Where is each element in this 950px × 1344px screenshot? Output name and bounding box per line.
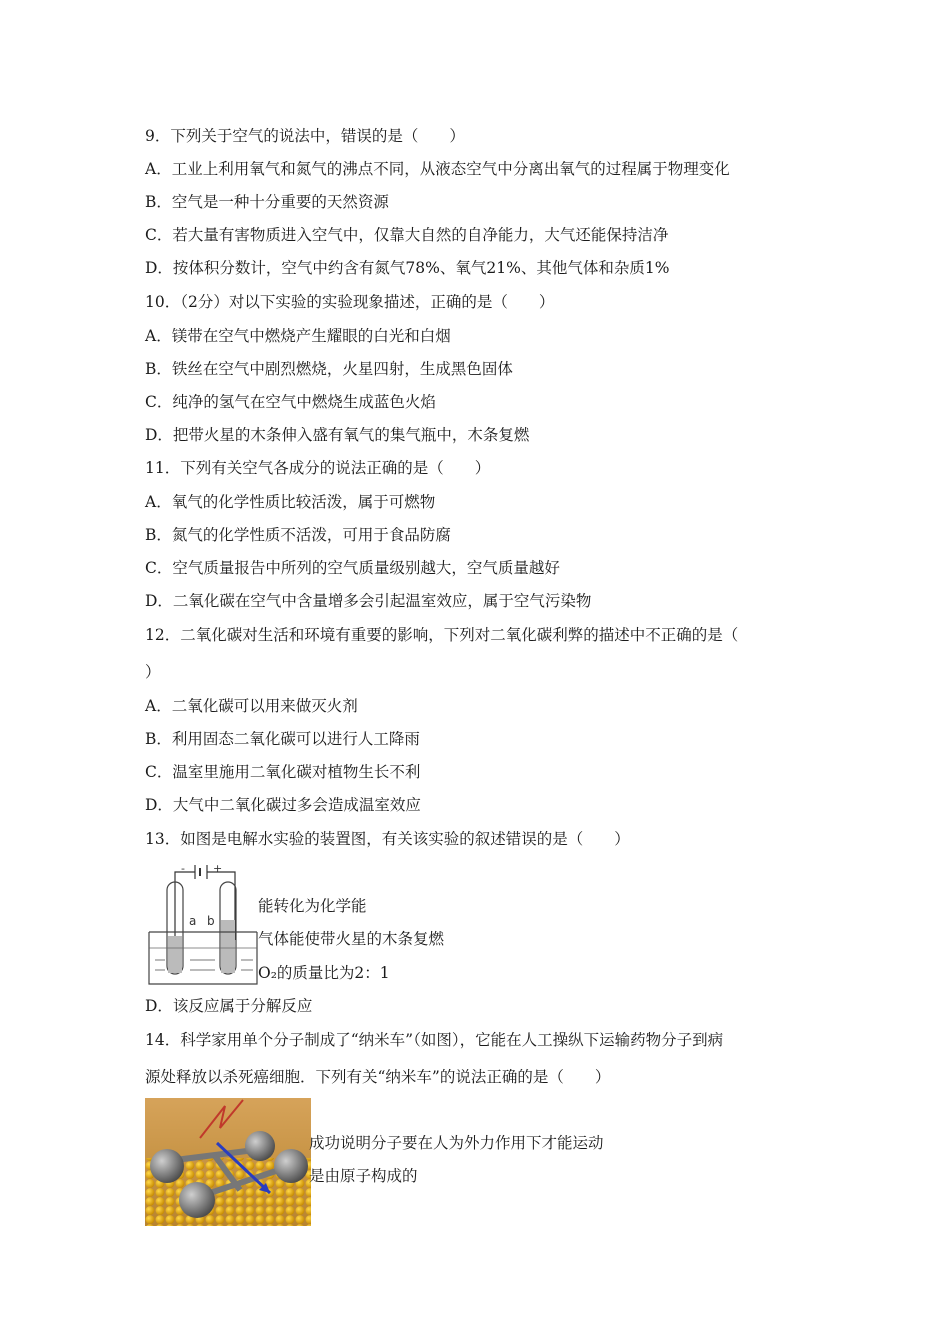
q10-option-d: D．把带火星的木条伸入盛有氧气的集气瓶中，木条复燃 xyxy=(145,426,530,444)
q10-option-c: C．纯净的氢气在空气中燃烧生成蓝色火焰 xyxy=(145,393,436,411)
q9-stem: 9．下列关于空气的说法中，错误的是（ ） xyxy=(145,127,465,145)
battery-plus-label: + xyxy=(213,862,223,875)
q13-option-b-partial: 气体能使带火星的木条复燃 xyxy=(258,930,445,948)
q12-option-c: C．温室里施用二氧化碳对植物生长不利 xyxy=(145,763,421,781)
q11-stem: 11．下列有关空气各成分的说法正确的是（ ） xyxy=(145,459,491,477)
q14-option-a-partial: 成功说明分子要在人为外力作用下才能运动 xyxy=(309,1134,604,1152)
q14-stem: 14．科学家用单个分子制成了“纳米车”（如图），它能在人工操纵下运输药物分子到病 xyxy=(145,1031,724,1049)
q12-option-d: D．大气中二氧化碳过多会造成温室效应 xyxy=(145,796,421,814)
q9-option-c: C．若大量有害物质进入空气中，仅靠大自然的自净能力，大气还能保持洁净 xyxy=(145,226,669,244)
q9-option-b: B．空气是一种十分重要的天然资源 xyxy=(145,193,389,211)
nanocar-figure xyxy=(145,1098,311,1226)
tube-a-label: a xyxy=(189,914,197,928)
electrolysis-figure xyxy=(145,860,260,990)
q11-option-c: C．空气质量报告中所列的空气质量级别越大，空气质量越好 xyxy=(145,559,560,577)
q12-option-b: B．利用固态二氧化碳可以进行人工降雨 xyxy=(145,730,420,748)
q12-stem-cont: ） xyxy=(145,663,161,681)
q11-option-d: D．二氧化碳在空气中含量增多会引起温室效应，属于空气污染物 xyxy=(145,592,592,610)
q13-option-d: D．该反应属于分解反应 xyxy=(145,997,313,1015)
q14-stem-cont: 源处释放以杀死癌细胞．下列有关“纳米车”的说法正确的是（ ） xyxy=(145,1068,611,1086)
q11-option-a: A．氧气的化学性质比较活泼，属于可燃物 xyxy=(145,493,436,511)
q10-option-b: B．铁丝在空气中剧烈燃烧，火星四射，生成黑色固体 xyxy=(145,360,513,378)
q13-stem: 13．如图是电解水实验的装置图，有关该实验的叙述错误的是（ ） xyxy=(145,830,630,848)
battery-minus-label: - xyxy=(181,862,185,875)
q12-option-a: A．二氧化碳可以用来做灭火剂 xyxy=(145,697,358,715)
q9-option-a: A．工业上利用氧气和氮气的沸点不同，从液态空气中分离出氧气的过程属于物理变化 xyxy=(145,160,730,178)
q13-option-a-partial: 能转化为化学能 xyxy=(258,897,367,915)
q14-option-b-partial: 是由原子构成的 xyxy=(309,1167,418,1185)
q10-stem: 10．（2分）对以下实验的实验现象描述，正确的是（ ） xyxy=(145,293,555,311)
tube-b-label: b xyxy=(207,914,215,928)
q9-option-d: D．按体积分数计，空气中约含有氮气78%、氧气21%、其他气体和杂质1% xyxy=(145,259,670,277)
q13-option-c-partial: O₂的质量比为2：1 xyxy=(258,964,390,982)
q11-option-b: B．氮气的化学性质不活泼，可用于食品防腐 xyxy=(145,526,451,544)
q10-option-a: A．镁带在空气中燃烧产生耀眼的白光和白烟 xyxy=(145,327,451,345)
q12-stem: 12．二氧化碳对生活和环境有重要的影响，下列对二氧化碳利弊的描述中不正确的是（ xyxy=(145,626,739,644)
